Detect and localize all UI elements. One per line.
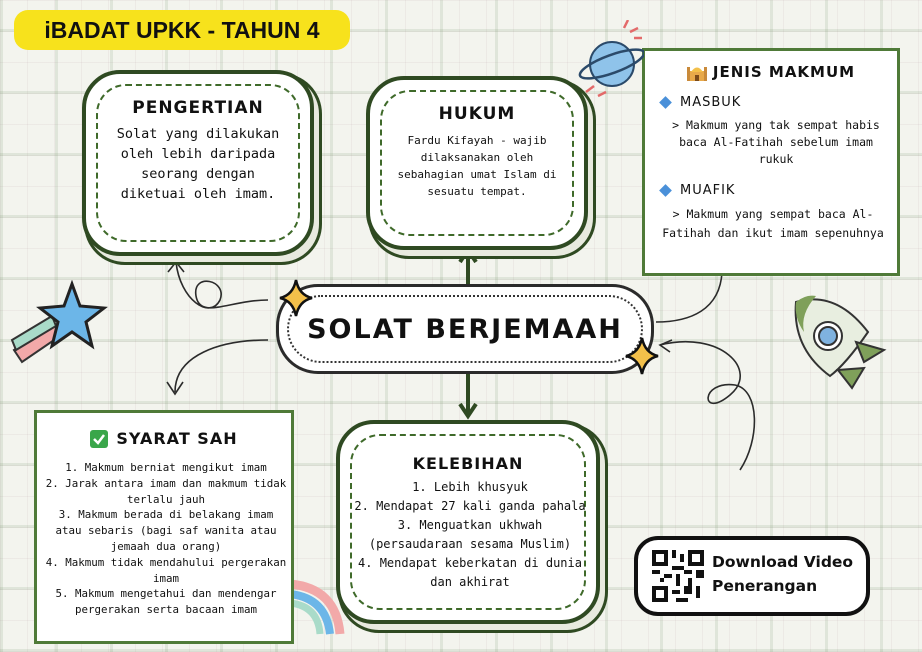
list-item: 2. Jarak antara imam dan makmum tidak terlalu jauh	[45, 476, 287, 506]
masbuk-text: > Makmum yang tak sempat habis baca Al-Fatihah sebelum imam rukuk	[672, 118, 880, 166]
download-label-line1: Download Video	[712, 553, 854, 571]
list-item: 4. Mendapat keberkatan di dunia dan akhirat	[358, 556, 582, 589]
qr-code-icon[interactable]	[652, 550, 704, 602]
page-title: iBADAT UPKK - TAHUN 4	[44, 16, 320, 43]
planet-icon	[578, 20, 644, 100]
masbuk-label: MASBUK	[680, 95, 742, 110]
kelebihan-card	[336, 420, 600, 624]
diamond-icon	[659, 184, 672, 197]
mosque-icon	[687, 63, 707, 81]
diamond-icon	[659, 96, 672, 109]
jenis-makmum-heading: JENIS MAKMUM	[712, 63, 856, 81]
arrow-to-jenis-makmum	[656, 272, 722, 322]
list-item: 1. Makmum berniat mengikut imam	[65, 461, 267, 474]
center-topic	[276, 284, 654, 374]
arrow-to-pengertian	[176, 262, 268, 308]
decorative-curl	[660, 342, 754, 470]
jenis-makmum-card	[642, 48, 900, 276]
kelebihan-heading: KELEBIHAN	[412, 454, 524, 473]
pengertian-card	[82, 70, 314, 256]
syarat-sah-heading: SYARAT SAH	[116, 429, 238, 448]
sparkle-icon	[624, 336, 660, 376]
hukum-heading: HUKUM	[438, 104, 516, 124]
list-item: 4. Makmum tidak mendahului pergerakan imam	[45, 555, 287, 585]
hukum-text: Fardu Kifayah - wajib dilaksanakan oleh sebahagian umat Islam di sesuatu tempat.	[397, 134, 557, 198]
list-item: 3. Menguatkan ukhwah (persaudaraan sesama Muslim)	[368, 518, 572, 551]
arrow-to-syarat	[175, 340, 268, 392]
syarat-sah-card	[34, 410, 294, 644]
muafik-label: MUAFIK	[680, 183, 736, 198]
kelebihan-list	[352, 478, 588, 592]
sparkle-icon	[278, 278, 314, 318]
hukum-card	[366, 76, 588, 250]
list-item: 5. Makmum mengetahui dan mendengar pergerakan serta bacaan imam	[55, 587, 277, 617]
center-title: SOLAT BERJEMAAH	[287, 295, 643, 363]
syarat-sah-list	[45, 460, 287, 618]
list-item: 1. Lebih khusyuk	[412, 480, 528, 494]
pengertian-heading: PENGERTIAN	[132, 98, 264, 118]
rocket-icon	[786, 292, 896, 392]
pengertian-text: Solat yang dilakukan oleh lebih daripada seorang dengan diketuai oleh imam.	[116, 126, 280, 202]
check-icon	[90, 430, 108, 448]
muafik-text: > Makmum yang sempat baca Al-Fatihah dan ikut imam sepenuhnya	[662, 207, 884, 240]
list-item: 2. Mendapat 27 kali ganda pahala	[354, 499, 586, 513]
shooting-star-icon	[8, 280, 112, 370]
download-video-button[interactable]	[634, 536, 870, 616]
download-label-line2: Penerangan	[712, 577, 818, 595]
list-item: 3. Makmum berada di belakang imam atau sebaris (bagi saf wanita atau jemaah dua orang)	[55, 508, 277, 553]
